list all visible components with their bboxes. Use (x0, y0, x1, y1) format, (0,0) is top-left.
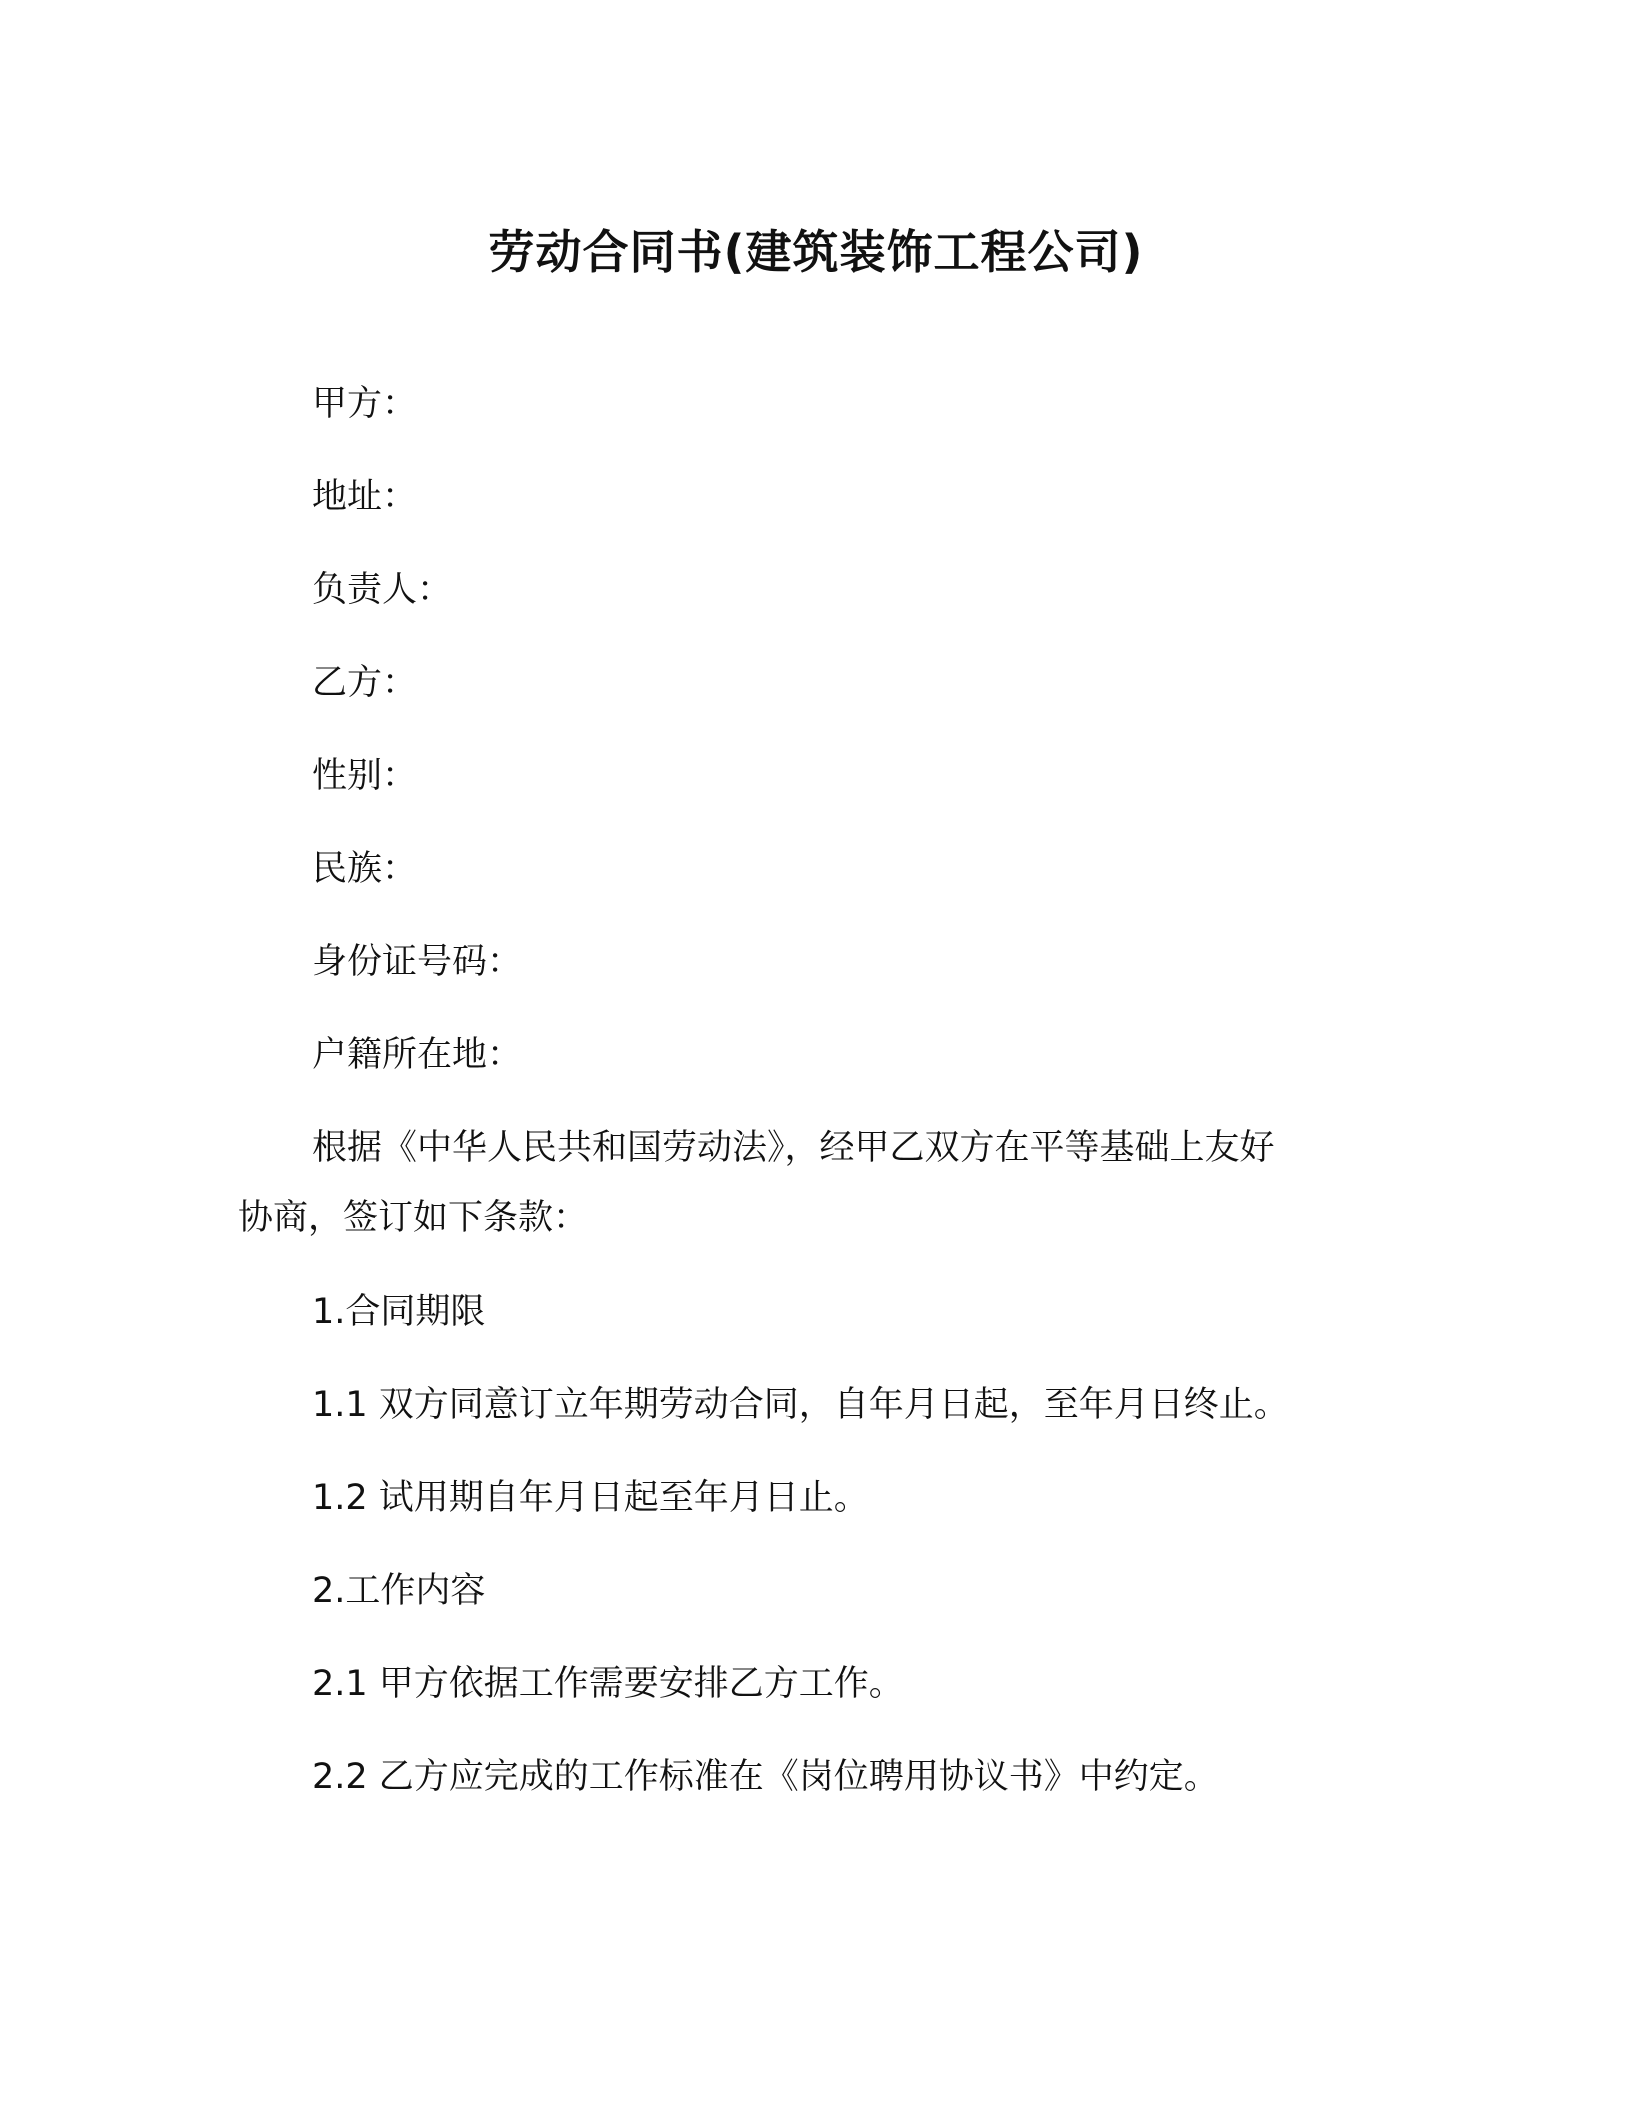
clause-1-2: 1.2 试用期自年月日起至年月日止。 (312, 1478, 869, 1518)
clause-2-1: 2.1 甲方依据工作需要安排乙方工作。 (312, 1664, 904, 1704)
field-party-a: 甲方： (312, 384, 418, 424)
clause-1-1: 1.1 双方同意订立年期劳动合同，自年月日起，至年月日终止。 (312, 1385, 1289, 1425)
field-party-b: 乙方： (312, 663, 418, 703)
section-2-heading: 2.工作内容 (312, 1571, 486, 1611)
field-address: 地址： (312, 477, 418, 517)
field-ethnicity: 民族： (312, 849, 418, 889)
preamble-line-1: 根据《中华人民共和国劳动法》，经甲乙双方在平等基础上友好 (312, 1128, 1275, 1168)
preamble-line-2: 协商，签订如下条款： (238, 1198, 589, 1238)
clause-2-2: 2.2 乙方应完成的工作标准在《岗位聘用协议书》中约定。 (312, 1757, 1219, 1797)
section-1-heading: 1.合同期限 (312, 1292, 486, 1332)
field-id-number: 身份证号码： (312, 942, 523, 982)
field-responsible-person: 负责人： (312, 570, 453, 610)
field-gender: 性别： (312, 756, 418, 796)
field-household-registration: 户籍所在地： (312, 1035, 523, 1075)
document-title: 劳动合同书(建筑装饰工程公司) (488, 225, 1144, 279)
